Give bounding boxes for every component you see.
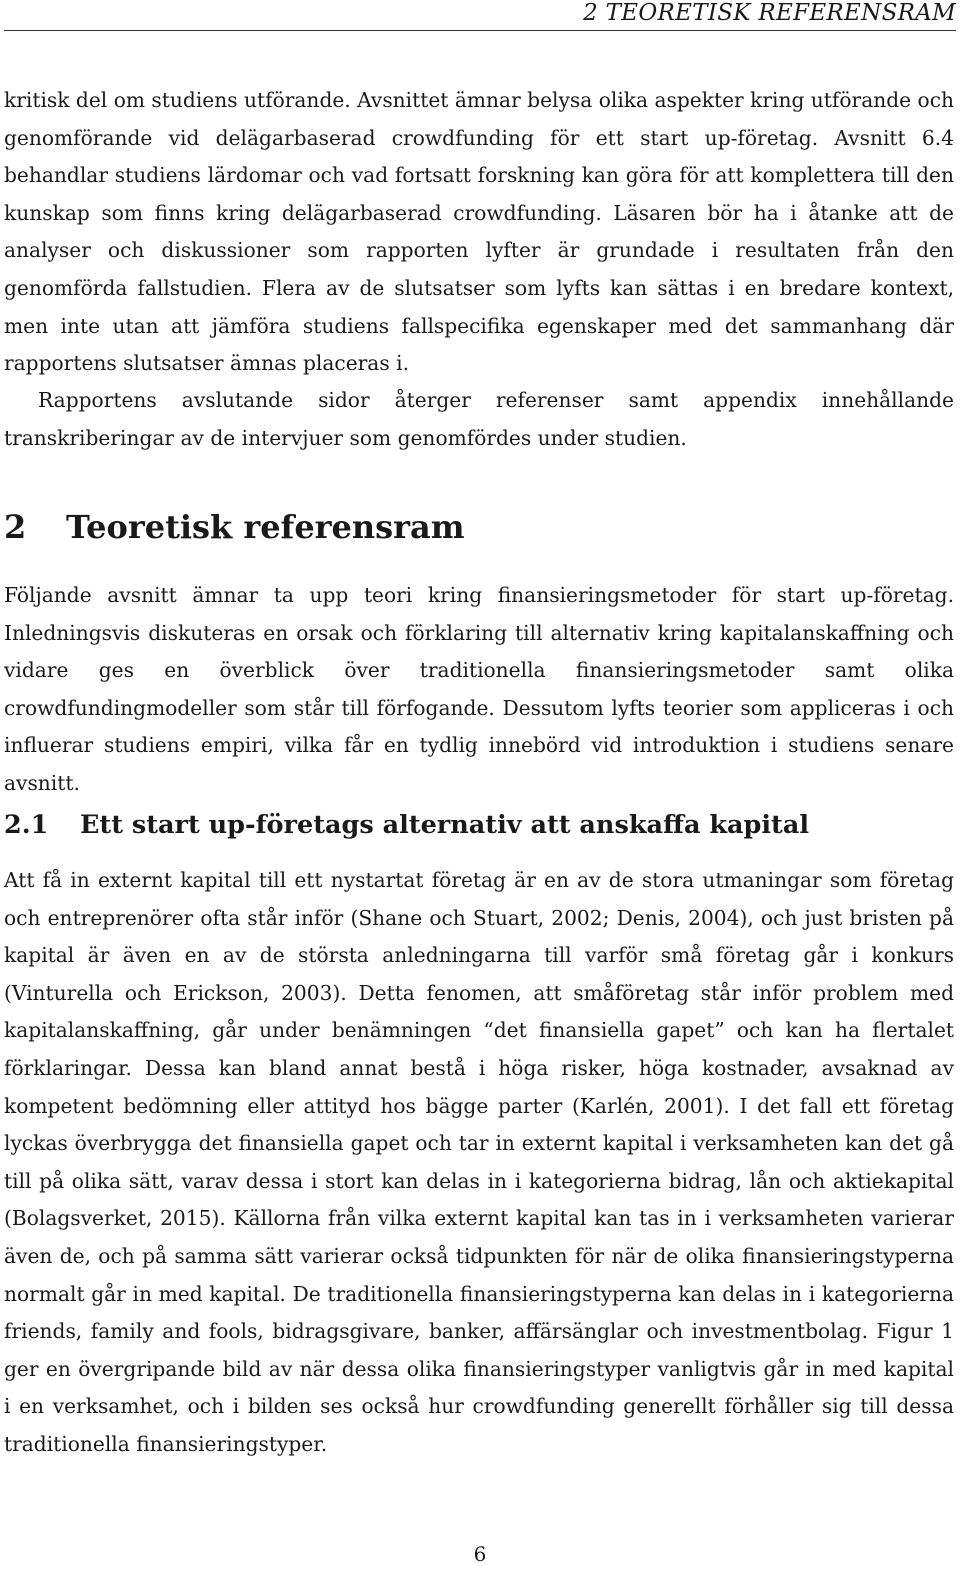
header-rule xyxy=(4,30,956,31)
section-number: 2 xyxy=(4,508,27,546)
page-number: 6 xyxy=(473,1542,487,1566)
body-paragraph-continued: kritisk del om studiens utförande. Avsnittet ämnar belysa olika aspekter kring utförande och genomförande vid delägarbaserad crowdfunding för ett start up-företag. Avsnitt 6.4 behandlar studiens lärdomar och vad fortsatt forskning kan göra för att komplettera till den kunskap som finns kring delägarbaserad crowdfunding. Läsaren bör ha i åtanke att de analyser och diskussioner som rapporten lyfter är grundade i resultaten från den genomförda fallstudien. Flera av de slutsatser som lyfts kan sättas i en bredare kontext, men inte utan att jämföra studiens fallspecifika egenskaper med det sammanhang där rapportens slutsatser ämnas placeras i. xyxy=(4,88,954,376)
subsection-number: 2.1 xyxy=(4,810,49,840)
subsection-paragraph: Att få in externt kapital till ett nystartat företag är en av de stora utmaningar som företag och entreprenörer ofta står inför (Shane och Stuart, 2002; Denis, 2004), och just bristen på kapital är även en av de största anledningarna till varför små företag går i konkurs (Vinturella och Erickson, 2003). Detta fenomen, att småföretag står inför problem med kapitalanskaffning, går under benämningen “det finansiella gapet” och kan ha flertalet förklaringar. Dessa kan bland annat bestå i höga risker, höga kostnader, avsaknad av kompetent bedömning eller attityd hos bägge parter (Karlén, 2001). I det fall ett företag lyckas överbrygga det finansiella gapet och tar in externt kapital i verksamheten kan det gå till på olika sätt, varav dessa i stort kan delas in i kategorierna bidrag, lån och aktiekapital (Bolagsverket, 2015). Källorna från vilka externt kapital kan tas in i verksamheten varierar även de, och på samma sätt varierar också tidpunkten för när de olika finansieringstyperna normalt går in med kapital. De traditionella finansieringstyperna kan delas in i kategorierna friends, family and fools, bidragsgivare, banker, affärsänglar och investmentbolag. Figur 1 ger en övergripande bild av när dessa olika finansieringstyper vanligtvis går in med kapital i en verksamhet, och i bilden ses också hur crowdfunding generellt förhåller sig till dessa traditionella finansieringstyper. xyxy=(4,868,954,1456)
body-paragraph-closing: Rapportens avslutande sidor återger referenser samt appendix innehållande transkriberingar av de intervjuer som genomfördes under studien. xyxy=(4,388,954,450)
section-heading xyxy=(4,505,465,549)
section-intro-paragraph: Följande avsnitt ämnar ta upp teori kring finansieringsmetoder för start up-företag. Inledningsvis diskuteras en orsak och förklaring till alternativ kring kapitalanskaffning och vidare ges en överblick över traditionella finansieringsmetoder samt olika crowdfundingmodeller som står till förfogande. Dessutom lyfts teorier som appliceras i och influerar studiens empiri, vilka får en tydlig innebörd vid introduktion i studiens senare avsnitt. xyxy=(4,583,954,795)
subsection-heading xyxy=(4,806,809,844)
section-title: Teoretisk referensram xyxy=(66,508,465,546)
subsection-title: Ett start up-företags alternativ att anskaffa kapital xyxy=(80,810,810,840)
running-head: 2 TEORETISK REFERENSRAM xyxy=(583,0,956,26)
